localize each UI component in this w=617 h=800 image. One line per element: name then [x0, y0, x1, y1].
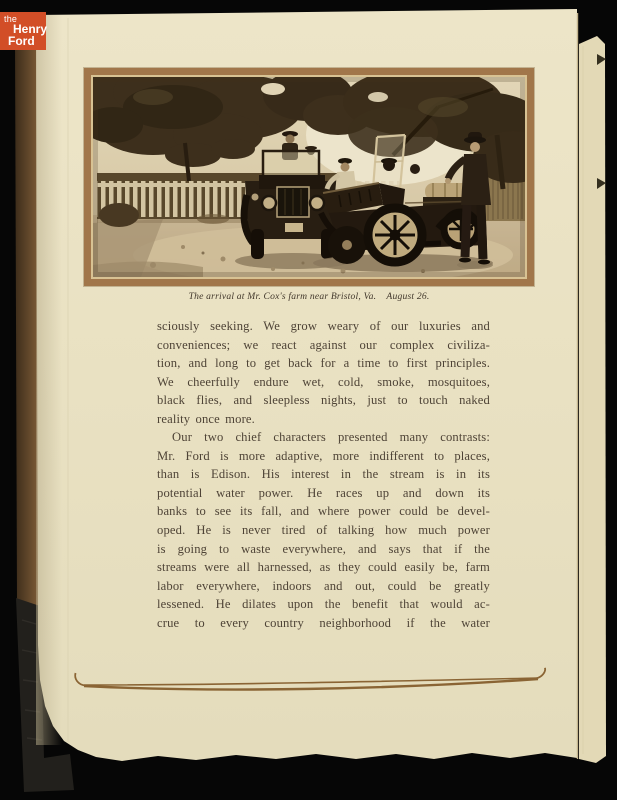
text-line: tion, and long to get back for a time to first principles.	[157, 356, 490, 371]
photo-caption: The arrival at Mr. Cox's farm near Bristol, Va. August 26.	[188, 291, 430, 302]
text-line: Our two chief characters presented many contrasts:	[172, 430, 490, 445]
text-line: streams were all harnessed, as they could easily be, farm	[157, 560, 490, 575]
photo-mat	[91, 75, 527, 279]
farm-arrival-photo	[93, 77, 525, 277]
text-line: sciously seeking. We grow weary of our luxuries and	[157, 319, 490, 333]
text-line: conveniences; we react against our complex civiliza-	[157, 337, 490, 352]
tailpiece-ornament	[70, 667, 550, 701]
text-line: potential water power. He races up and down its	[157, 485, 490, 500]
logo-ford: Ford	[8, 34, 35, 48]
gutter-shading	[36, 15, 62, 745]
text-line: than is Edison. His interest in the stream is in its	[157, 467, 490, 482]
text-line: crue to every country neighborhood if the water	[157, 615, 490, 630]
logo-henry: Henry	[13, 22, 48, 36]
text-line: oped. He is never tired of talking how much power	[157, 523, 490, 538]
text-line: black flies, and sleepless nights, just to touch naked	[157, 393, 490, 408]
body-text	[157, 317, 490, 632]
text-line: labor everywhere, indoors and out, could be greatly	[157, 578, 490, 593]
text-line: We cheerfully endure wet, cold, smoke, mosquitoes,	[157, 374, 490, 389]
text-line: is going to waste everywhere, and says that if the	[157, 541, 490, 556]
book-spine-edge	[15, 38, 38, 612]
photo-frame	[84, 68, 534, 286]
henry-ford-watermark	[0, 12, 46, 50]
text-line: Mr. Ford is more adaptive, more indifferent to places,	[157, 448, 490, 463]
text-line: banks to see its fall, and where power could be devel-	[157, 504, 490, 519]
logo-the: the	[4, 14, 18, 24]
text-line: lessened. He dilates upon the benefit that would ac-	[157, 597, 490, 612]
text-line: reality once more.	[157, 411, 255, 426]
